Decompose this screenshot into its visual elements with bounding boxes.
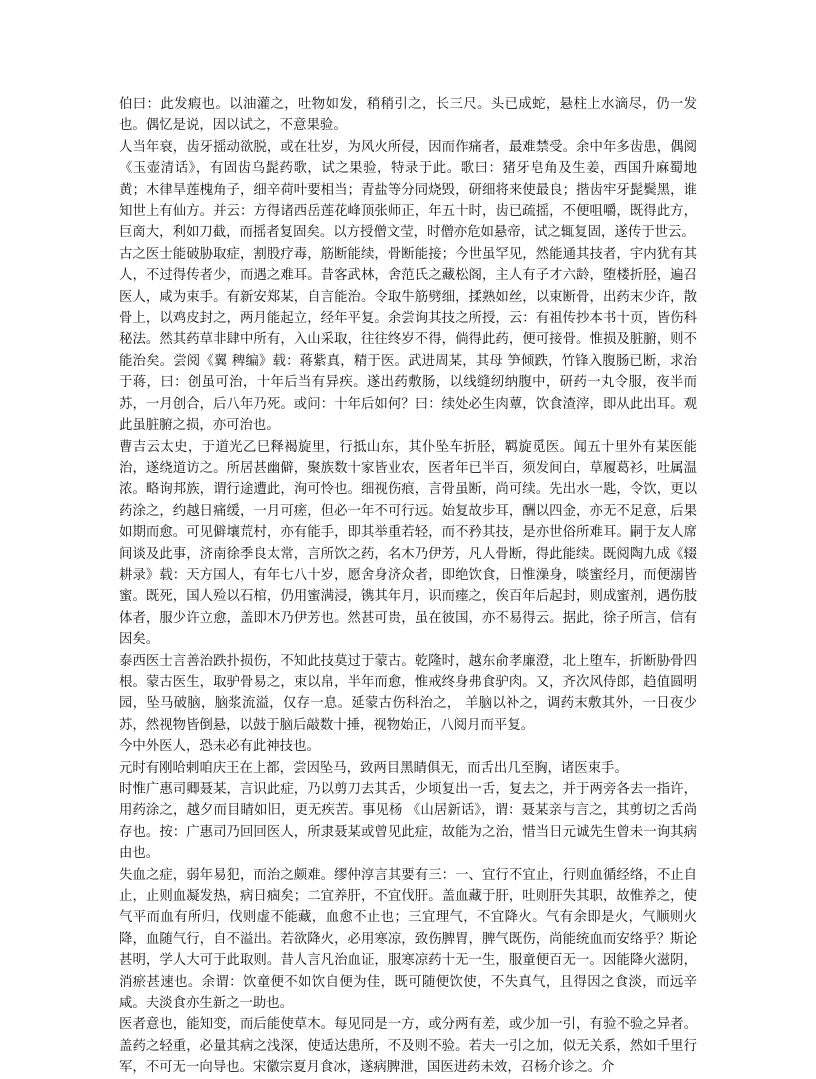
paragraph-foreign-doctors-remark: 今中外医人，恐未必有此神技也。 bbox=[119, 739, 320, 755]
paragraph-guanghui-si-treatment: 时惟广惠司卿聂某，言识此症，乃以剪刀去其舌，少顷复出一舌，复去之，并于两旁各去一指许，用药涂之，越夕而目睛如旧，更无疾苦。事见杨 《山居新话》，谓：聂某亲与言之，其剪切之舌尚存也。按：广惠司乃回回医人，所隶聂某或曾见此症，故能为之治，惜当日元诚先生曾未一询其病由也。 bbox=[119, 782, 697, 862]
paragraph-cao-jiyun-bone-setting: 曹吉云太史，于道光乙巳释褐旋里，行抵山东，其仆坠车折胫，羁旋觅医。闻五十里外有某医能治，遂绕道访之。所居甚幽僻，聚族数十家皆业农，医者年已半百，须发间白，草履葛衫，吐属温浓。略询邦族，谓行途遭此，洵可怜也。细视伤痕，言骨虽断，尚可续。先出水一匙，令饮，更以药涂之，约越日痛缓，一月可瘥，但必一年不可行远。始复故步耳，酬以四金，亦无不足意，后果如期而愈。可见僻壤荒村，亦有能手，即其举重若轻，而不矜其技，是亦世俗所难耳。嗣于友人席间谈及此事，济南徐季良太常，言所饮之药，名木乃伊芳，凡人骨断，得此能续。既阅陶九成《辍耕录》载：天方国人，有年七八十岁，愿舍身济众者，即绝饮食，日惟澡身，啖蜜经月，而便溺皆蜜。既死，国人殓以石棺，仍用蜜满浸，镌其年月，识而瘗之，俟百年后起封，则成蜜剂，遇伤肢体者，服少许立愈，盖即木乃伊芳也。然甚可贵，虽在彼国，亦不易得云。据此，徐子所言，信有因矣。 bbox=[119, 439, 697, 648]
paragraph-ancient-surgery: 古之医士能破胁取症，割股疗毒，筋断能续，骨断能接；今世虽罕见，然能通其技者，宇内犹有其人，不过得传者少，而遇之难耳。昔客武林，舍范氏之藏松阁，主人有子才六龄，堕楼折胫，遍召医人，咸为束手。有新安郑某，自言能治。令取牛筋劈细，揉熟如丝，以束断骨，出药末少许，散骨上，以鸡皮封之，两月能起立，经年平复。余尝询其技之所授，云：有祖传抄本书十页，皆伤科秘法。然其药草非肆中所有，入山采取，往往终岁不得，倘得此药，便可接骨。惟损及脏腑，则不能治矣。尝阅《翼 稗编》载：蒋紫真，精于医。武进周某，其母 笋倾跌，竹锋入腹肠已断，求治于蒋，曰：创虽可治，十年后当有异疾。遂出药敷肠，以线缝纫纳腹中，研药一丸令服，夜半而苏，一月创合，后八年乃死。或问：十年后如何？曰：续处必生肉蕈，饮食渣滓，即从此出耳。观此虽脏腑之损，亦可治也。 bbox=[119, 246, 697, 434]
paragraph-blood-loss-treatment: 失血之症，弱年易犯，而治之颇难。缪仲淳言其要有三：一、宜行不宜止，行则血循经络，不止自止，止则血凝发热，病日痼矣；二宜养肝，不宜伐肝。盖血藏于肝，吐则肝失其职，故惟养之，使气平而血有所归，伐则虚不能藏，血愈不止也；三宜理气，不宜降火。气有余即是火，气顺则火降，血随气行，自不溢出。若欲降火，必用寒凉，致伤脾胃，脾气既伤，尚能统血而安络乎？斯论甚明，学人大可于此取则。昔人言凡治血证，服寒凉药十无一生，服童便百无一。因能降火滋阴，消瘀甚速也。余谓：饮童便不如饮自便为佳，既可随便饮使，不失真气，且得因之食淡，而远辛咸。夫淡食亦生新之一助也。 bbox=[119, 867, 697, 1012]
paragraph-tooth-remedy: 人当年衰，齿牙摇动欲脱，或在壮岁，为风火所侵，因而作痛者，最难禁受。余中年多齿患，偶阅《玉壶清话》，有固齿乌髭药歌，试之果验，特录于此。歌曰：猪牙皂角及生姜，西国升麻蜀地黄；木律旱莲槐角子，细辛荷叶要相当；青盐等分同烧毁，研细将来使最良；揩齿牢牙髭鬓黑，谁知世上有仙方。并云：方得诸西岳莲花峰顶张师正，年五十时，齿已疏摇，不便咀嚼，既得此方，巨啇大，利如刀截，而摇者复固矣。以方授僧文莹，时僧亦危如悬帝，试之辄复固，遂传于世云。 bbox=[119, 139, 697, 241]
paragraph-mongol-bone-setters: 泰西医士言善治跌扑损伤，不知此技莫过于蒙古。乾隆时，越东俞孝廉澄，北上堕车，折断胁骨四根。蒙古医生，取驴骨易之，束以帛，半年而愈，惟戒终身弗食驴肉。又，齐次风侍郎，趋值圆明园，坠马破脑，脑浆流溢，仅存一息。延蒙古伤科治之， 羊脑以补之，调药末敷其外，一日夜少苏，然视物皆倒悬，以鼓于脑后敲数十捶，视物始正，八阅月而平复。 bbox=[119, 653, 697, 733]
paragraph-doctor-judgment: 医者意也，能知变，而后能使草木。每见同是一方，或分两有差，或少加一引，有验不验之异者。盖药之轻重，必量其病之浅深，使适达患所，不及则不验。若夫一引之加，似无关系，然如千里行军，不可无一向导也。宋徽宗夏月食冰，遂病脾泄，国医进药未效，召杨介诊之。介 bbox=[119, 1017, 697, 1076]
paragraph-hair-worm-case: 伯曰：此发瘕也。以油灌之，吐物如发，稍稍引之，长三尺。头已成蛇，悬柱上水滴尽，仍一发也。偶忆是说，因以试之，不意果验。 bbox=[119, 97, 697, 134]
paragraph-yuan-prince-fall: 元时有刚哈剌咱庆王在上都，尝因坠马，致两目黑睛俱无，而舌出几至胸，诸医束手。 bbox=[119, 760, 628, 776]
document-page bbox=[119, 94, 697, 1079]
